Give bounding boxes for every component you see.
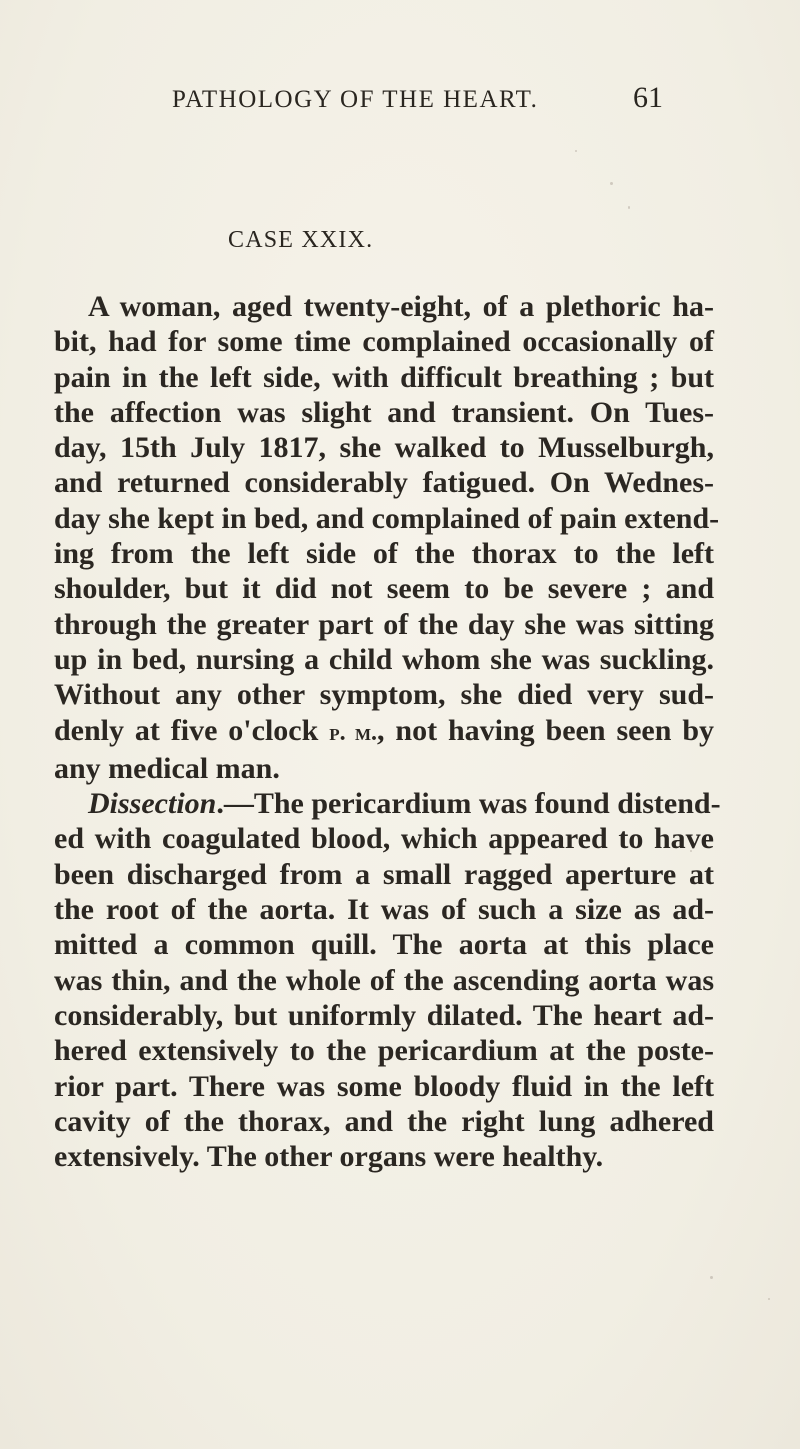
- text-line: and returned considerably fatigued. On Wednes-: [54, 466, 714, 500]
- text-line: the root of the aorta. It was of such a size as ad-: [54, 893, 714, 927]
- text-line: up in bed, nursing a child whom she was suckling.: [54, 642, 714, 676]
- text-line: any medical man.: [54, 751, 280, 785]
- text-line: rior part. There was some bloody fluid in the left: [54, 1069, 714, 1103]
- text-line: [54, 786, 721, 821]
- text-line: ing from the left side of the thorax to the left: [54, 537, 714, 571]
- case-title: CASE XXIX.: [228, 227, 374, 253]
- paper-speck: [610, 182, 613, 185]
- paper-speck: [768, 1298, 770, 1300]
- text-line: through the greater part of the day she was sitting: [54, 607, 714, 641]
- text-line: the affection was slight and transient. On Tues-: [54, 395, 714, 429]
- text-line: bit, had for some time complained occasionally of: [54, 325, 714, 359]
- text-line: shoulder, but it did not seem to be severe ; and: [54, 572, 714, 606]
- text-line: pain in the left side, with difficult breathing ; but: [54, 360, 714, 394]
- text-line: been discharged from a small ragged aperture at: [54, 857, 714, 891]
- text-line: considerably, but uniformly dilated. The heart ad-: [54, 998, 714, 1032]
- paper-speck: [710, 1276, 713, 1279]
- text-line: extensively. The other organs were healthy.: [54, 1140, 604, 1174]
- case-body: [54, 289, 721, 1174]
- running-head: PATHOLOGY OF THE HEART.: [172, 86, 539, 113]
- text-line: ed with coagulated blood, which appeared to have: [54, 822, 714, 856]
- text-line: day she kept in bed, and complained of pain extend-: [54, 501, 720, 535]
- text-line: mitted a common quill. The aorta at this place: [54, 928, 714, 962]
- dissection-heading: Dissection: [88, 787, 217, 821]
- text-line: [54, 713, 714, 751]
- text-line: was thin, and the whole of the ascending aorta was: [54, 963, 714, 997]
- text-line: cavity of the thorax, and the right lung adhered: [54, 1104, 714, 1138]
- text-line: A woman, aged twenty-eight, of a plethoric ha-: [88, 290, 714, 323]
- paper-speck: [690, 850, 692, 852]
- time-abbreviation: p. m.: [329, 719, 378, 746]
- text-segment: , not having been seen by: [377, 713, 714, 747]
- page-number: 61: [633, 81, 663, 114]
- paper-speck: [575, 150, 577, 152]
- text-line: Without any other symptom, she died very sud-: [54, 678, 714, 712]
- text-line: day, 15th July 1817, she walked to Musselburgh,: [54, 431, 714, 465]
- paper-speck: [628, 206, 630, 209]
- text-line: hered extensively to the pericardium at the poste-: [54, 1034, 714, 1068]
- text-segment: .—The pericardium was found distend-: [216, 787, 721, 821]
- text-segment: denly at five o'clock: [54, 713, 330, 747]
